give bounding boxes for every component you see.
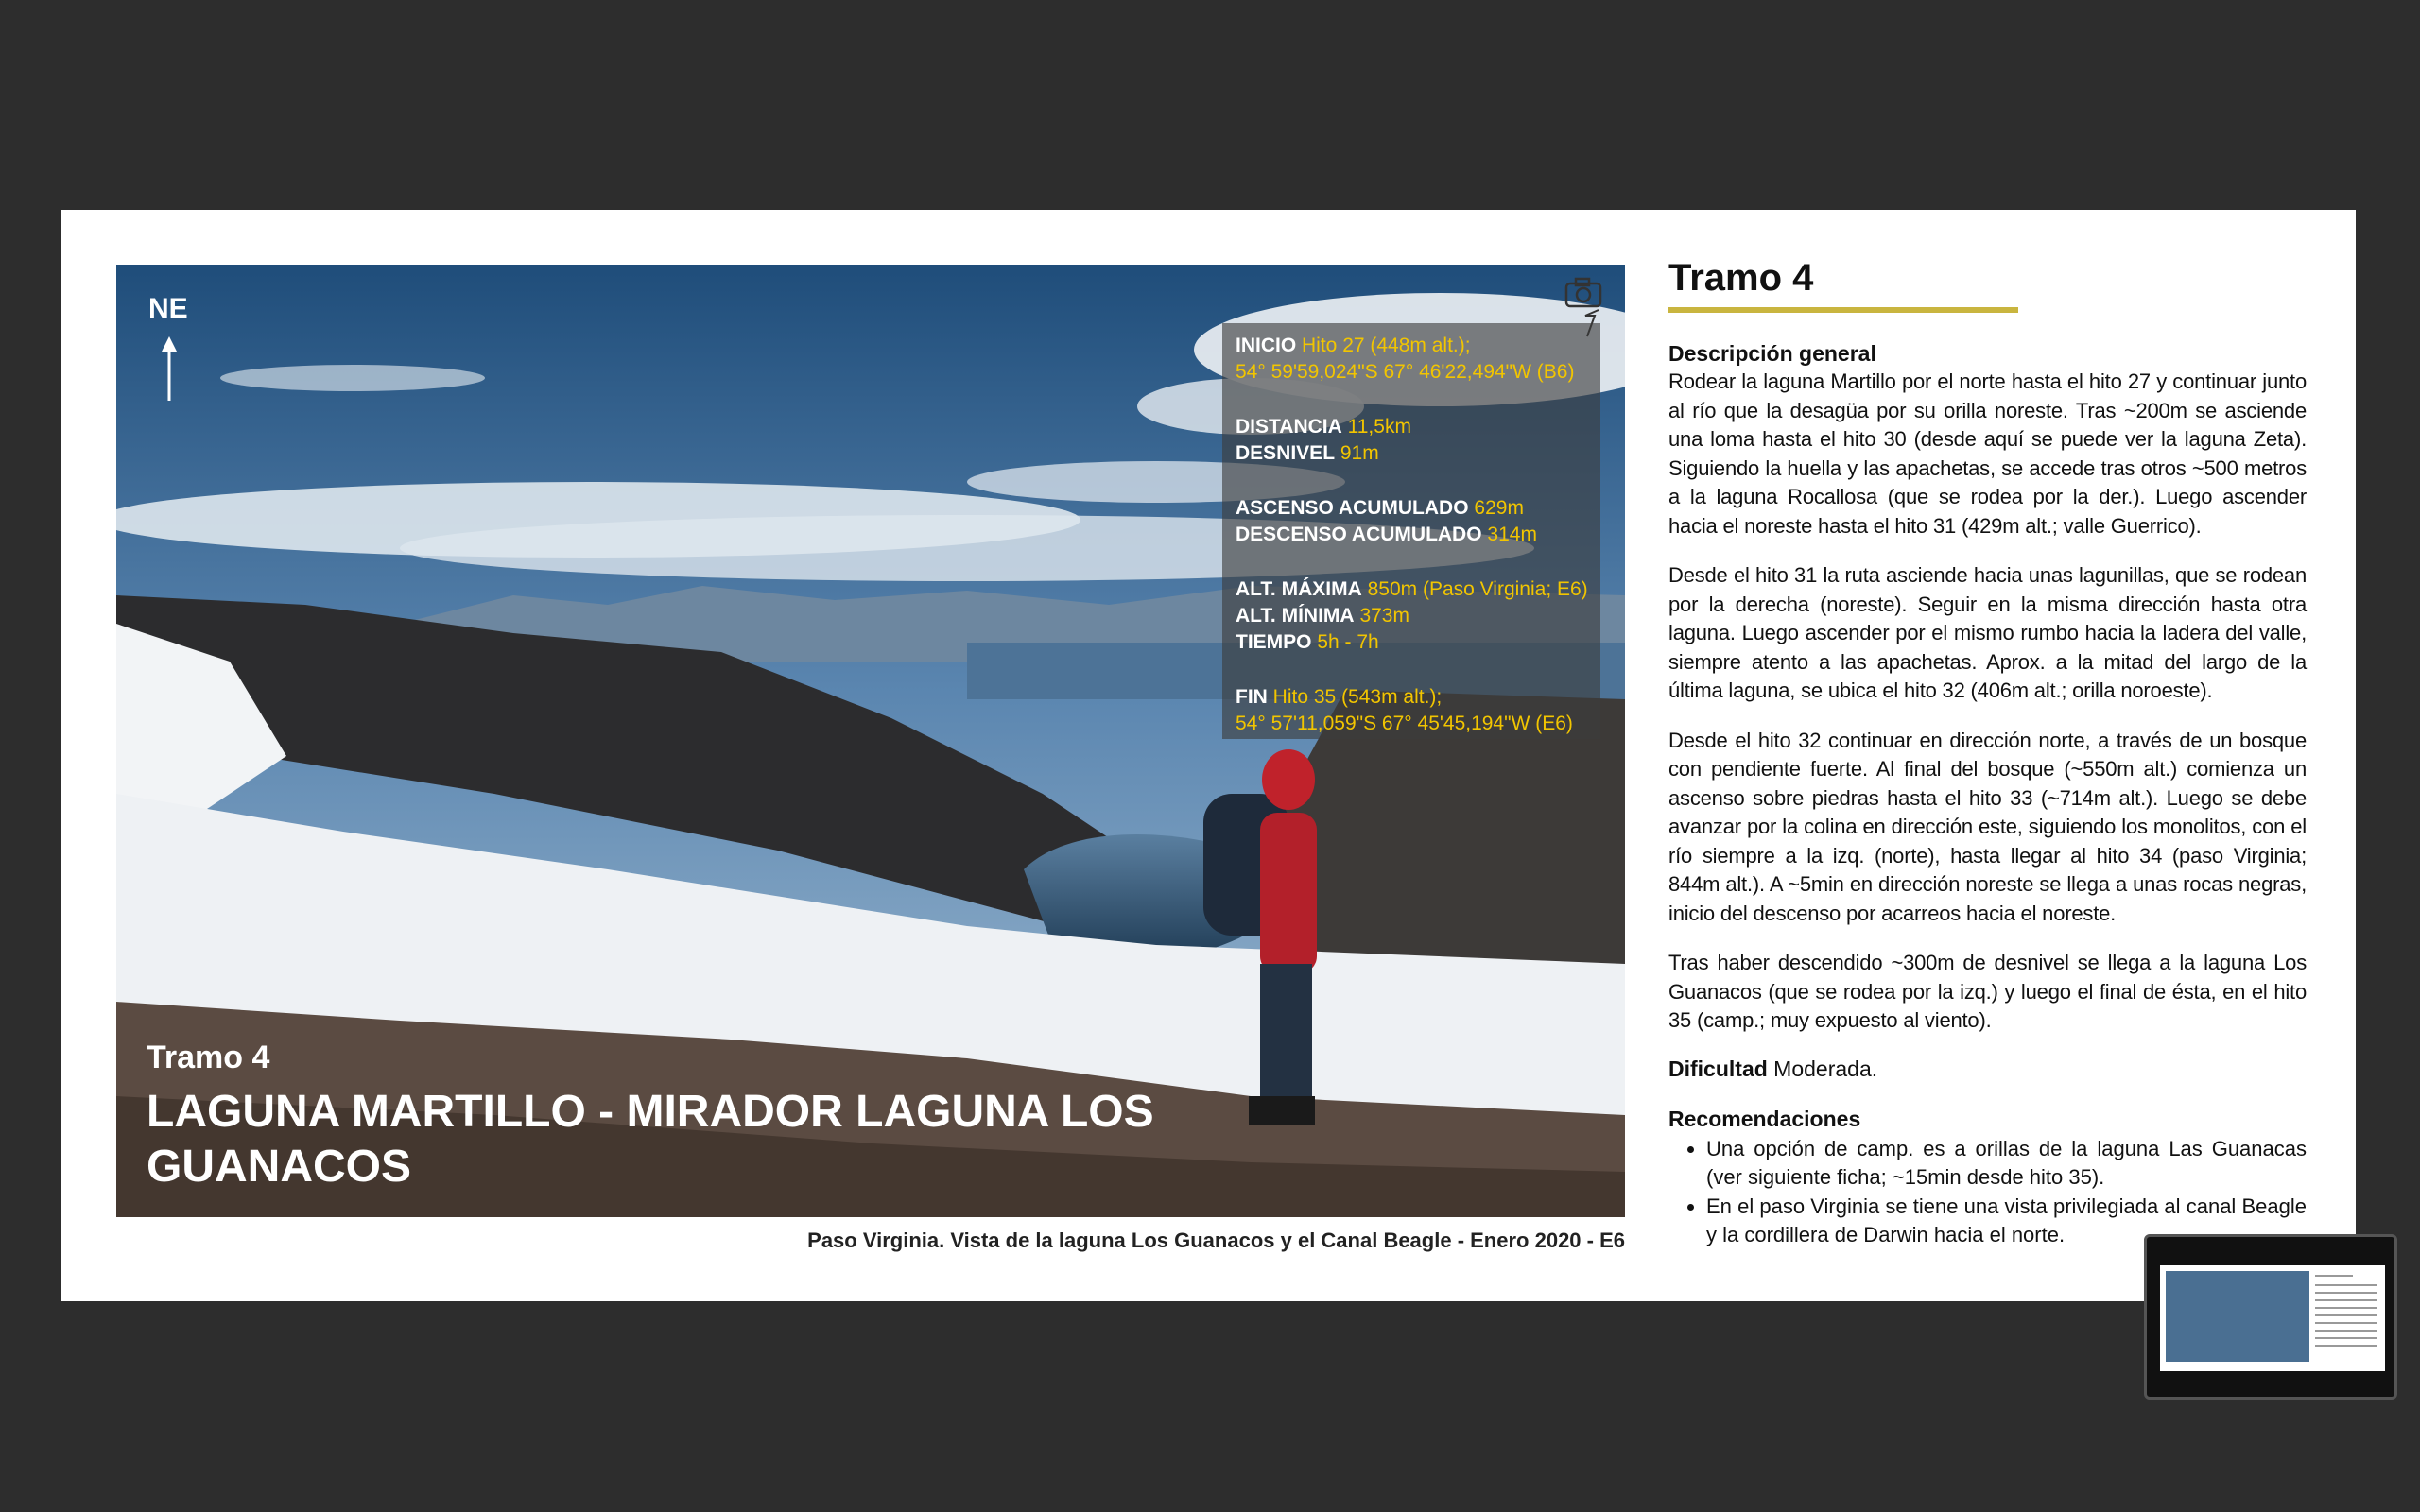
paragraph-3: Desde el hito 32 continuar en dirección norte, a través de un bosque con pendiente fuerte. Al final del bosque (~550m alt.) comienza un ascenso sobre piedras hasta el hito 33 (~714m alt.). Luego se debe avanzar por la colina en dirección este, siguiendo los monolitos, con el río siempre a la izq. (norte), hasta llegar al hito 34 (paso Virginia; 844m alt.). A ~5min en dirección noreste se llega a unas rocas negras, inicio del descenso por acarreos hacia el noreste. [1668,728,2307,925]
thumbnail-page [2160,1265,2385,1371]
thumbnail-line [2315,1345,2377,1347]
distancia-label: DISTANCIA [1236,416,1342,438]
trail-photo [116,265,1625,1217]
tiempo-label: TIEMPO [1236,631,1312,653]
paragraph-2: Desde el hito 31 la ruta asciende hacia unas lagunillas, que se rodean por la derecha (noreste). Seguir en la misma dirección hasta otra laguna. Luego ascender por el mismo rumbo hacia la ladera del valle, siempre atento a las apachetas. Aprox. a la mitad del largo de la última laguna, se ubica el hito 32 (406m alt.; orilla noroeste). [1668,563,2307,702]
recommendations-title: Recomendaciones [1668,1106,1861,1131]
route-info-panel [1222,323,1600,739]
ascenso-value: 629m [1474,497,1524,519]
thumbnail-line [2315,1292,2377,1294]
inicio-label: INICIO [1236,335,1297,356]
altmax-label: ALT. MÁXIMA [1236,578,1362,600]
thumbnail-line [2315,1275,2353,1277]
photo-caption: Paso Virginia. Vista de la laguna Los Guanacos y el Canal Beagle - Enero 2020 - E6 [807,1228,1625,1252]
north-arrow-icon [158,336,181,403]
list-item: • Una opción de camp. es a orillas de la laguna Las Guanacas (ver siguiente ficha; ~15min desde hito 35). [1706,1135,2307,1193]
thumbnail-line [2315,1330,2377,1332]
thumbnail-line [2315,1322,2377,1324]
fin-label: FIN [1236,686,1268,708]
altmax-value: 850m (Paso Virginia; E6) [1367,578,1588,600]
paragraph-1: Rodear la laguna Martillo por el norte hasta el hito 27 y continuar junto al río que la desagüa por su orilla noreste. Tras ~200m se asciende una loma hasta el hito 30 (desde aquí se puede ver la laguna Zeta). Siguiendo la huella y las apachetas, se accede tras otros ~500 metros a la laguna Rocallosa (que se rodea por la der.). Luego ascender hacia el noreste hasta el hito 31 (429m alt.; valle Guerrico). [1668,369,2307,538]
difficulty-label: Dificultad [1668,1056,1768,1081]
fin-value: Hito 35 (543m alt.); [1272,686,1443,708]
thumbnail-photo [2166,1271,2309,1362]
altmin-label: ALT. MÍNIMA [1236,605,1355,627]
difficulty-line [1668,1057,2307,1082]
inicio-value: Hito 27 (448m alt.); [1302,335,1471,356]
recommendations-list [1668,1135,2307,1250]
route-title: LAGUNA MARTILLO - MIRADOR LAGUNA LOS GUANACOS [147,1087,1154,1192]
difficulty-value: Moderada. [1773,1056,1878,1081]
compass-label: NE [148,293,188,324]
descenso-value: 314m [1487,524,1537,545]
list-item: • En el paso Virginia se tiene una vista privilegiada al canal Beagle y la cordillera de Darwin hacia el norte. [1706,1193,2307,1250]
desnivel-value: 91m [1340,442,1379,464]
descenso-label: DESCENSO ACUMULADO [1236,524,1482,545]
distancia-value: 11,5km [1347,416,1411,438]
description-column [1668,257,2307,1265]
page-thumbnail[interactable] [2144,1234,2397,1400]
thumbnail-line [2315,1307,2377,1309]
paragraph-4: Tras haber descendido ~300m de desnivel se llega a la laguna Los Guanacos (que se rodea por la izq.) y luego el final de ésta, en el hito 35 (camp.; muy expuesto al viento). [1668,951,2307,1032]
thumbnail-line [2315,1314,2377,1316]
thumbnail-line [2315,1337,2377,1339]
heading-underline [1668,307,2018,313]
thumbnail-line [2315,1299,2377,1301]
fin-coords: 54° 57'11,059"S 67° 45'45,194"W (E6) [1236,713,1573,734]
altmin-value: 373m [1359,605,1409,627]
inicio-coords: 54° 59'59,024"S 67° 46'22,494"W (B6) [1236,361,1575,383]
tiempo-value: 5h - 7h [1317,631,1379,653]
tramo-subtitle: Tramo 4 [147,1040,270,1075]
section-heading: Tramo 4 [1668,257,1814,299]
thumbnail-line [2315,1284,2377,1286]
document-page [61,210,2356,1301]
description-title: Descripción general [1668,341,1876,366]
ascenso-label: ASCENSO ACUMULADO [1236,497,1469,519]
desnivel-label: DESNIVEL [1236,442,1336,464]
